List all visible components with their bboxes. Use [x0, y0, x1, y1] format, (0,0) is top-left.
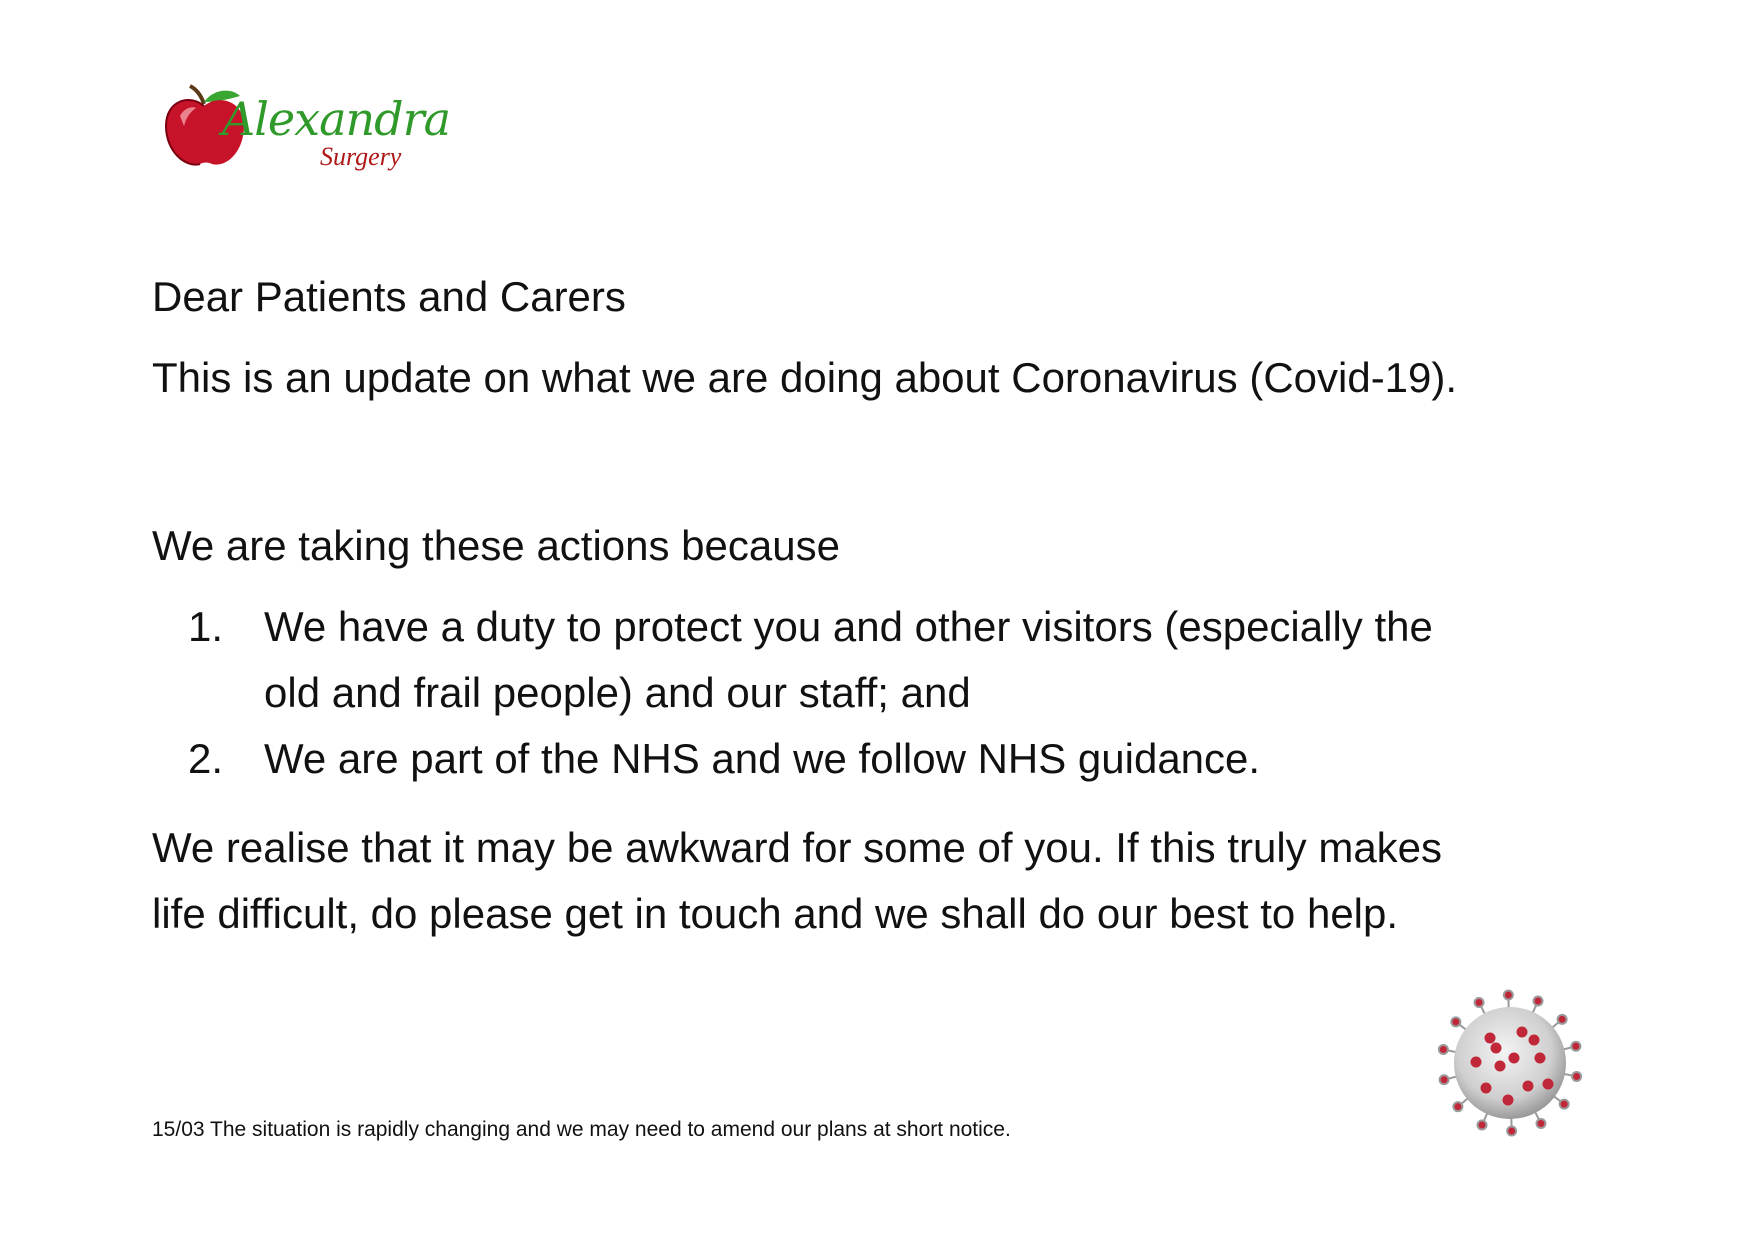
virus-surface-protein — [1481, 1083, 1492, 1094]
list-item — [152, 726, 1433, 792]
virus-spike-tip — [1451, 1017, 1460, 1026]
reasons-list — [152, 594, 1433, 792]
intro-paragraph: This is an update on what we are doing about Coronavirus (Covid-19). — [152, 354, 1458, 401]
logo-title: Alexandra — [222, 92, 451, 146]
virus-spike-tip — [1453, 1102, 1462, 1111]
list-item-line: We are part of the NHS and we follow NHS guidance. — [264, 735, 1261, 782]
virus-surface-protein — [1509, 1053, 1520, 1064]
virus-spike-tip — [1571, 1042, 1580, 1051]
closing-line: life difficult, do please get in touch and we shall do our best to help. — [152, 890, 1399, 937]
virus-surface-protein — [1517, 1027, 1528, 1038]
list-number: 2. — [188, 735, 224, 782]
list-item — [152, 594, 1433, 726]
virus-surface-protein — [1495, 1061, 1506, 1072]
closing-paragraph — [152, 815, 1442, 947]
logo-subtitle: Surgery — [320, 142, 402, 171]
virus-spike-tip — [1572, 1072, 1581, 1081]
virus-surface-protein — [1471, 1057, 1482, 1068]
virus-spike-tip — [1536, 1119, 1545, 1128]
virus-surface-protein — [1529, 1035, 1540, 1046]
virus-spike-tip — [1560, 1100, 1569, 1109]
virus-spike-tip — [1477, 1120, 1486, 1129]
list-item-line: old and frail people) and our staff; and — [264, 669, 971, 716]
virus-spike-tip — [1439, 1045, 1448, 1054]
virus-spike-tip — [1475, 998, 1484, 1007]
list-number: 1. — [188, 603, 224, 650]
virus-surface-protein — [1543, 1079, 1554, 1090]
greeting: Dear Patients and Carers — [152, 273, 626, 320]
coronavirus-icon — [1430, 988, 1590, 1138]
virus-surface-protein — [1491, 1043, 1502, 1054]
virus-surface-protein — [1503, 1095, 1514, 1106]
virus-spike-tip — [1507, 1126, 1516, 1135]
virus-surface-protein — [1523, 1081, 1534, 1092]
virus-surface-protein — [1485, 1033, 1496, 1044]
virus-spike-tip — [1534, 997, 1543, 1006]
virus-surface-protein — [1535, 1053, 1546, 1064]
virus-spike-tip — [1558, 1015, 1567, 1024]
reasons-heading: We are taking these actions because — [152, 522, 840, 569]
list-item-line: We have a duty to protect you and other visitors (especially the — [264, 603, 1433, 650]
surgery-logo — [160, 82, 450, 182]
footnote: 15/03 The situation is rapidly changing and we may need to amend our plans at short notice. — [152, 1118, 1011, 1141]
virus-spike-tip — [1504, 991, 1513, 1000]
closing-line: We realise that it may be awkward for some of you. If this truly makes — [152, 824, 1443, 871]
virus-spike-tip — [1440, 1075, 1449, 1084]
